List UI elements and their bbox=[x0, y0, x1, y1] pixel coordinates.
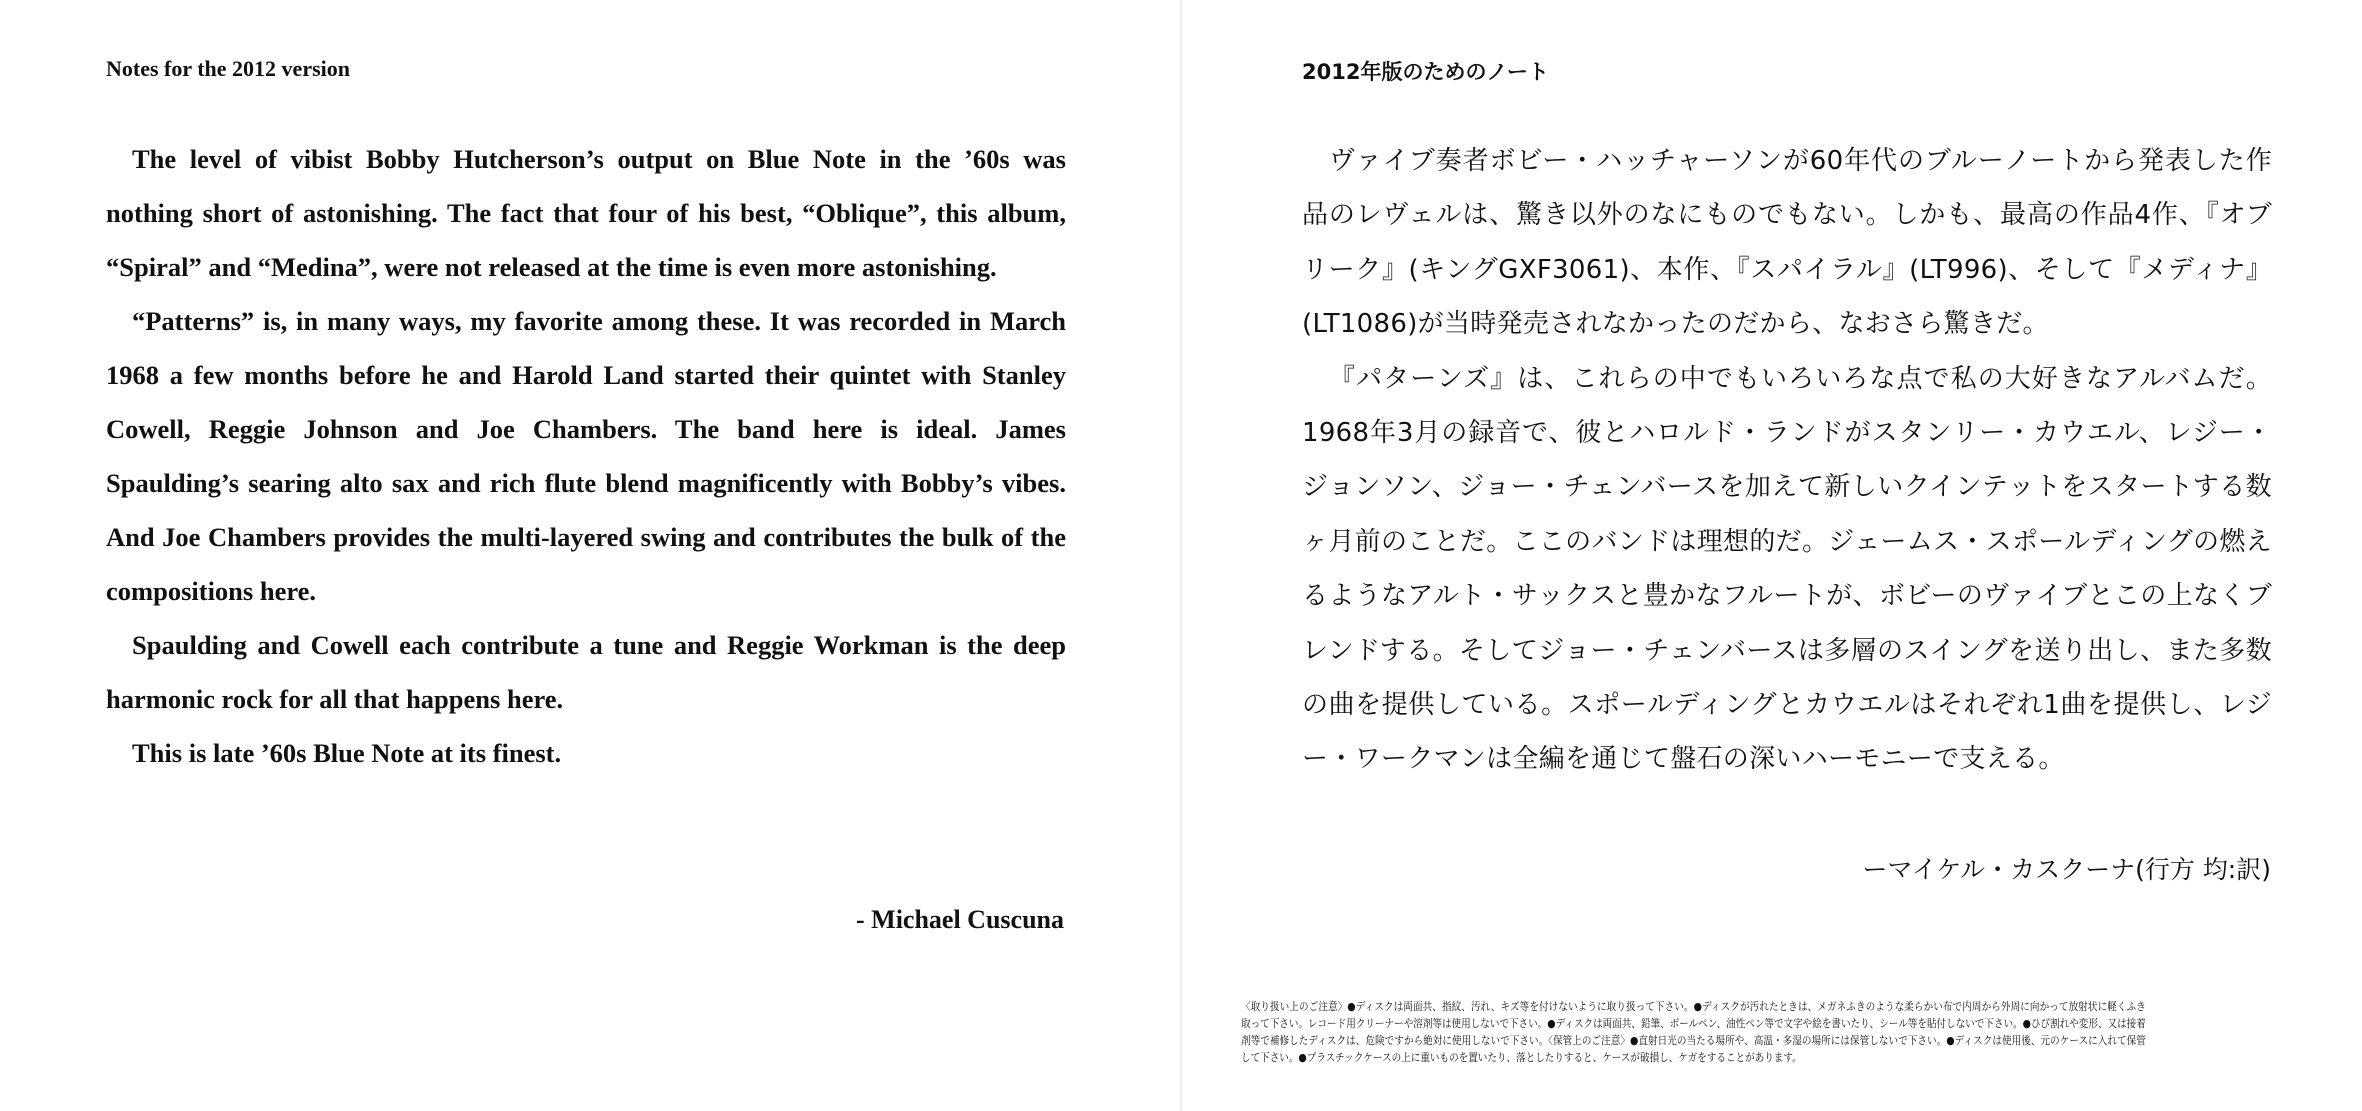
handling-care-notice: 〈取り扱い上のご注意〉●ディスクは両面共、指紋、汚れ、キズ等を付けないように取り扱って下さい。●ディスクが汚れたときは、メガネふきのような柔らかい布で内周から外周に向かって放射状に軽くふき取って下さい。レコード用クリーナーや溶剤等は使用しないで下さい。●ディスクは両面共、鉛筆、ボールペン、油性ペン等で文字や絵を書いたり、シール等を貼付しないで下さい。●ひび割れや変形、又は接着剤等で補修したディスクは、危険ですから絶対に使用しないで下さい。〈保管上のご注意〉●直射日光の当たる場所や、高温・多湿の場所には保管しないで下さい。●ディスクは使用後、元のケースに入れて保管して下さい。●プラスチックケースの上に重いものを置いたり、落としたりすると、ケースが破損し、ケガをすることがあります。 bbox=[1241, 1000, 2146, 1064]
english-body bbox=[106, 132, 1066, 780]
japanese-heading: 2012年版のためのノート bbox=[1302, 60, 1549, 84]
japanese-signature: ーマイケル・カスクーナ(行方 均:訳) bbox=[1862, 855, 2271, 884]
japanese-paragraph-1: ヴァイブ奏者ボビー・ハッチャーソンが60年代のブルーノートから発表した作品のレヴェルは、驚き以外のなにものでもない。しかも、最高の作品4作、『オブリーク』(キングGXF3061)、本作、『スパイラル』(LT996)、そして『メディナ』(LT1086)が当時発売されなかったのだから、なおさら驚きだ。 bbox=[1302, 146, 2272, 340]
english-signature: - Michael Cuscuna bbox=[856, 905, 1064, 934]
english-heading: Notes for the 2012 version bbox=[106, 56, 350, 81]
japanese-body bbox=[1302, 134, 2272, 787]
japanese-notes-page bbox=[1181, 0, 2362, 1111]
japanese-paragraph-2: 『パターンズ』は、これらの中でもいろいろな点で私の大好きなアルバムだ。1968年3月の録音で、彼とハロルド・ランドがスタンリー・カウエル、レジー・ジョンソン、ジョー・チェンバースを加えて新しいクインテットをスタートする数ヶ月前のことだ。ここのバンドは理想的だ。ジェームス・スポールディングの燃えるようなアルト・サックスと豊かなフルートが、ボビーのヴァイブとこの上なくブレンドする。そしてジョー・チェンバースは多層のスイングを送り出し、また多数の曲を提供している。スポールディングとカウエルはそれぞれ1曲を提供し、レジー・ワークマンは全編を通じて盤石の深いハーモニーで支える。 bbox=[1302, 363, 2272, 775]
english-paragraph-2: “Patterns” is, in many ways, my favorite among these. It was recorded in March 1968 a few months before he and Harold Land started their quintet with Stanley Cowell, Reggie Johnson and Joe Chambers. The band here is ideal. James Spaulding’s searing alto sax and rich flute blend magnificently with Bobby’s vibes. And Joe Chambers provides the multi-layered swing and contributes the bulk of the compositions here. bbox=[106, 306, 1066, 606]
english-paragraph-1: The level of vibist Bobby Hutcherson’s output on Blue Note in the ’60s was nothing short of astonishing. The fact that four of his best, “Oblique”, this album, “Spiral” and “Medina”, were not released at the time is even more astonishing. bbox=[106, 144, 1066, 282]
english-paragraph-4: This is late ’60s Blue Note at its finest. bbox=[132, 738, 562, 768]
english-paragraph-3: Spaulding and Cowell each contribute a tune and Reggie Workman is the deep harmonic rock for all that happens here. bbox=[106, 630, 1066, 714]
